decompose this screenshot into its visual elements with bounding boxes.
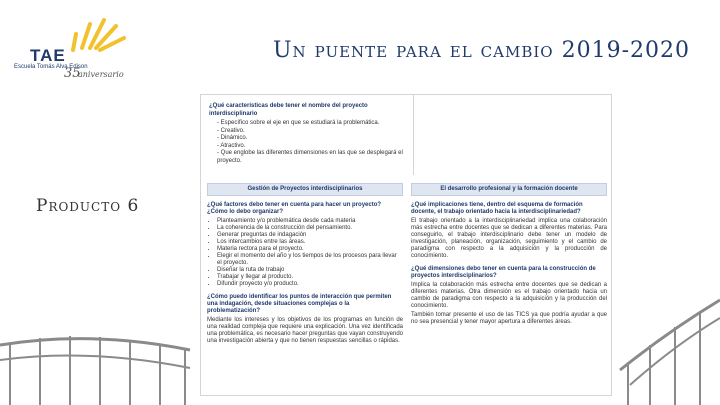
list-item: • Materia rectora para el proyecto.	[217, 246, 403, 253]
list-item: • Difundir proyecto y/o producto.	[217, 281, 403, 288]
top-question: ¿Qué características debe tener el nombre del proyecto interdisciplinario	[209, 103, 368, 117]
top-list	[209, 120, 409, 165]
right-column-header: El desarrollo profesional y la formación docente	[411, 183, 607, 196]
list-item: • Planteamiento y/o problemática desde cada materia	[217, 218, 403, 225]
right-question-1: ¿Qué implicaciones tiene, dentro del esquema de formación docente, el trabajo orientado hacia la interdisciplinariedad?	[411, 202, 583, 215]
logo-anniversary-text: aniversario	[78, 70, 124, 79]
side-label: Producto 6	[36, 196, 140, 216]
right-question-2: ¿Qué dimensiones debo tener en cuenta para la construcción de proyectos interdisciplinarios?	[411, 266, 596, 279]
document-preview	[200, 94, 612, 396]
list-item: • La coherencia de la construcción del pensamiento.	[217, 225, 403, 232]
list-item: • Generar preguntas de indagación	[217, 232, 403, 239]
divider	[413, 95, 414, 175]
list-item: • Trabajar y llegar al producto.	[217, 274, 403, 281]
left-question-2: ¿Cómo puedo identificar los puntos de interacción que permiten una indagación, desde situaciones complejas o la problematización?	[207, 294, 392, 314]
list-item: - Específico sobre el eje en que se estudiará la problemática.	[217, 120, 409, 128]
list-item: • Los intercambios entre las áreas.	[217, 239, 403, 246]
list-item: - Atractivo.	[217, 143, 409, 151]
logo-school-name: Escuela Tomás Alva Edison	[14, 64, 88, 70]
left-list	[207, 218, 403, 288]
slide-title: Un puente para el cambio 2019-2020	[272, 38, 690, 63]
right-paragraph-2: Implica la colaboración más estrecha entre docentes que se dedican a diferentes materias. Otra dimensión es el trabajo orientado hacia un cambio de paradigma con respecto a la adquisición y la producción del conocimiento.	[411, 282, 607, 309]
left-question-1: ¿Qué factores debo tener en cuenta para hacer un proyecto? ¿Cómo lo debo organizar?	[207, 202, 382, 215]
left-column	[207, 183, 403, 345]
right-column	[411, 183, 607, 326]
left-column-header: Gestión de Proyectos interdisciplinarios	[207, 183, 403, 196]
list-item: - Creativo.	[217, 128, 409, 136]
list-item: • Elegir el momento del año y los tiempos de los procesos para llevar el proyecto.	[217, 253, 403, 267]
document-top-section	[209, 103, 409, 165]
list-item: • Diseñar la ruta de trabajo	[217, 267, 403, 274]
right-paragraph-1: El trabajo orientado a la interdisciplinariedad implica una colaboración más estrecha entre docentes que se dedican a diferentes materias. Para conseguirlo, el trabajo interdisciplinario debe tener un modelo de investigación, planeación, organización, seguimiento y el cambio de paradigma con respecto a la adquisición y la producción de conocimiento.	[411, 218, 607, 259]
list-item: - Dinámico.	[217, 135, 409, 143]
left-paragraph-2: Mediante los intereses y los objetivos de los programas en función de una realidad compleja que requiere una explicación. Una vez identificada una problemática, es necesario hacer preguntas que vayan construyendo una investigación abierta y que no tienen respuestas sencillas o rápidas.	[207, 317, 403, 344]
logo-brand: TAE	[30, 46, 66, 65]
right-paragraph-3: También tomar presente el uso de las TICS ya que podría ayudar a que no sea presencial y tener mayor apertura a diferentes áreas.	[411, 312, 607, 325]
list-item: - Que englobe las diferentes dimensiones en las que se desplegará el proyecto.	[217, 150, 409, 165]
sun-icon	[68, 12, 128, 52]
logo-anniversary-number: 35	[64, 66, 81, 81]
school-logo	[8, 12, 168, 82]
